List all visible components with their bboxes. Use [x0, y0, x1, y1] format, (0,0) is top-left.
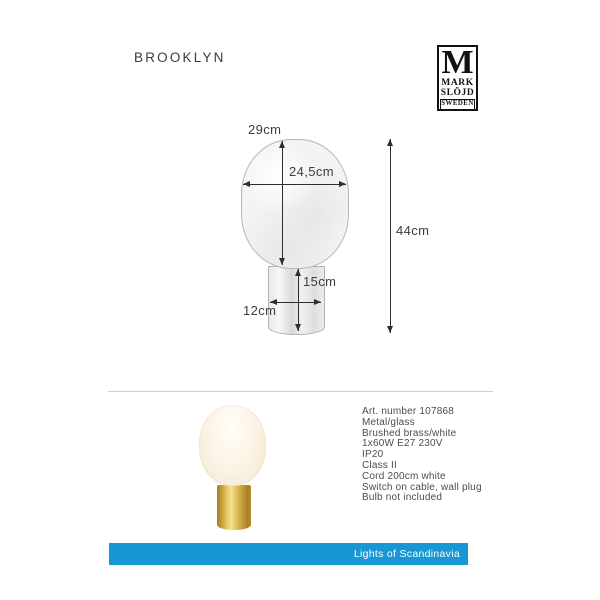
spec-ip-rating: IP20	[362, 449, 384, 461]
spec-cord: Cord 200cm white	[362, 470, 446, 482]
section-divider	[108, 391, 493, 392]
drawing-lamp-shade	[241, 139, 349, 269]
shade-height-arrow	[282, 141, 283, 265]
spec-list	[362, 407, 482, 504]
spec-finish: Brushed brass/white	[362, 427, 457, 439]
markslojd-logo	[437, 45, 478, 111]
shade-height-label: 29cm	[248, 122, 282, 137]
spec-bulb: Bulb not included	[362, 492, 443, 504]
spec-art-number: Art. number 107868	[362, 406, 454, 417]
total-height-arrow	[390, 139, 391, 333]
shade-width-arrow	[243, 184, 346, 185]
retailer-banner	[109, 543, 468, 565]
retailer-banner-text: Lights of Scandinavia	[353, 548, 460, 560]
product-photo-shade	[199, 405, 266, 486]
logo-country: SWEDEN	[440, 99, 475, 110]
base-width-arrow	[270, 302, 321, 303]
spec-class: Class II	[362, 459, 397, 471]
logo-brand-line2: SLÖJD	[440, 88, 475, 98]
product-photo-brass-base	[217, 485, 251, 530]
base-height-arrow	[298, 269, 299, 331]
spec-switch: Switch on cable, wall plug	[362, 481, 482, 493]
logo-brand-line1: MARK	[441, 78, 474, 88]
product-title: BROOKLYN	[134, 50, 226, 65]
total-height-label: 44cm	[396, 223, 430, 238]
logo-monogram: M	[441, 44, 474, 81]
base-height-label: 15cm	[303, 274, 337, 289]
spec-wattage: 1x60W E27 230V	[362, 438, 443, 450]
shade-width-label: 24,5cm	[289, 164, 335, 179]
base-width-label: 12cm	[243, 303, 277, 318]
spec-material: Metal/glass	[362, 416, 415, 428]
